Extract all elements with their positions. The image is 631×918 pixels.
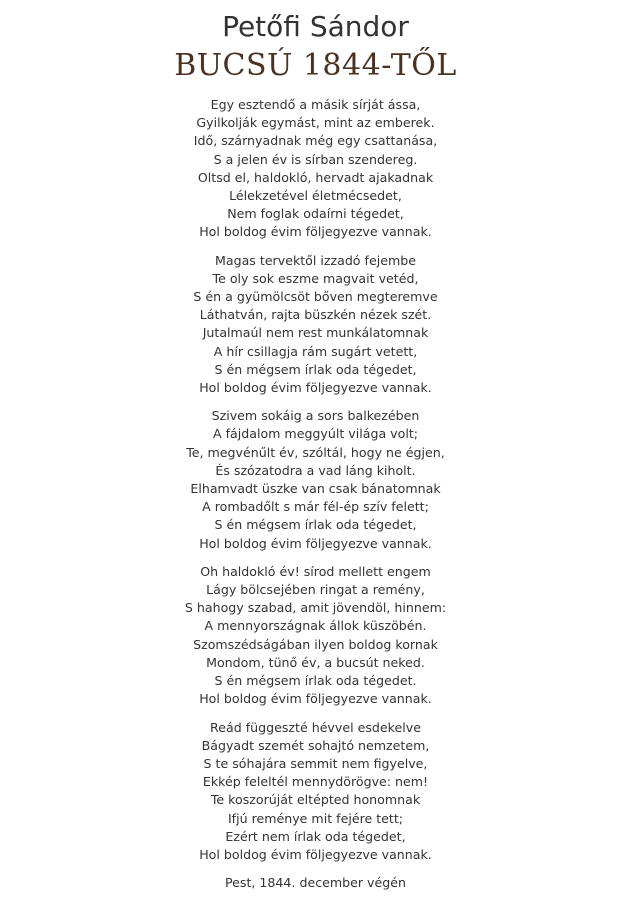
poem-line: Hol boldog évim följegyezve vannak. — [199, 535, 432, 551]
poem-body — [0, 96, 631, 892]
poem-line: A rombadőlt s már fél-ép szív felett; — [202, 499, 429, 515]
poem-line: Gyilkolják egymást, mint az emberek. — [196, 115, 435, 131]
poem-line: Nem foglak odaírni tégedet, — [227, 206, 404, 222]
poem-line: Lágy bölcsejében ringat a remény, — [206, 582, 425, 598]
poem-line: Oh haldokló év! sírod mellett engem — [200, 563, 431, 579]
poem-line: Szomszédságában ilyen boldog kornak — [193, 636, 438, 652]
poem-line: Idő, szárnyadnak még egy csattanása, — [193, 133, 438, 149]
stanza — [0, 719, 631, 865]
poem-line: Ekkép feleltél mennydörögve: nem! — [202, 774, 429, 790]
poem-line: Hol boldog évim följegyezve vannak. — [199, 380, 432, 396]
poem-line: Te koszorúját eltépted honomnak — [210, 792, 421, 808]
poem-line: S a jelen év is sírban szendereg. — [213, 151, 418, 167]
poem-line: S te sóhajára semmit nem figyelve, — [203, 755, 428, 771]
poem-line: S én mégsem írlak oda tégedet. — [214, 673, 417, 689]
poem-line: A hír csillagja rám sugárt vetett, — [213, 343, 418, 359]
poem-line: És szózatodra a vad láng kiholt. — [215, 462, 416, 478]
stanza — [0, 563, 631, 709]
poem-line: Szivem sokáig a sors balkezében — [211, 408, 420, 424]
poem-line: Te oly sok eszme magvait vetéd, — [212, 270, 419, 286]
stanza — [0, 96, 631, 242]
poem-line: Te, megvénűlt év, szóltál, hogy ne égjen, — [186, 444, 445, 460]
poem-title: BUCSÚ 1844-TŐL — [174, 48, 457, 83]
stanza — [0, 407, 631, 553]
poem-line: Ifjú reménye mit fejére tett; — [227, 810, 404, 826]
poem-line: Egy esztendő a másik sírját ássa, — [210, 97, 421, 112]
poem-line: Bágyadt szemét sohajtó nemzetem, — [201, 737, 430, 753]
poem-line: Magas tervektől izzadó fejembe — [215, 252, 416, 268]
poem-line: Hol boldog évim följegyezve vannak. — [199, 691, 432, 707]
poem-dateline: Pest, 1844. december végén — [225, 875, 406, 891]
poem-line: S én mégsem írlak oda tégedet, — [214, 517, 417, 533]
stanza — [0, 252, 631, 398]
poem-line: Mondom, tünő év, a bucsút neked. — [206, 654, 425, 670]
poem-line: Reád függeszté hévvel esdekelve — [210, 719, 421, 735]
poem-line: Jutalmaúl nem rest munkálatomnak — [202, 325, 429, 341]
poem-line: S én mégsem írlak oda tégedet, — [214, 361, 417, 377]
poem-line: Elhamvadt üszke van csak bánatomnak — [190, 481, 441, 497]
poem-line: S én a gyümölcsöt bőven megteremve — [193, 289, 438, 305]
poem-line: Ezért nem írlak oda tégedet, — [225, 828, 406, 844]
poem-line: Lélekzetével életmécsedet, — [229, 188, 402, 204]
poem-line: A fájdalom meggyúlt világa volt; — [212, 426, 419, 442]
poem-line: A mennyországnak állok küszöbén. — [204, 618, 427, 634]
poem-line: Oltsd el, haldokló, hervadt ajakadnak — [197, 169, 434, 185]
poem-line: S hahogy szabad, amit jövendöl, hinnem: — [184, 600, 447, 616]
author-name: Petőfi Sándor — [222, 10, 409, 43]
poem-line: Hol boldog évim följegyezve vannak. — [199, 846, 432, 862]
poem-line: Láthatván, rajta büszkén nézek szét. — [199, 307, 432, 323]
poem-line: Hol boldog évim följegyezve vannak. — [199, 224, 432, 240]
